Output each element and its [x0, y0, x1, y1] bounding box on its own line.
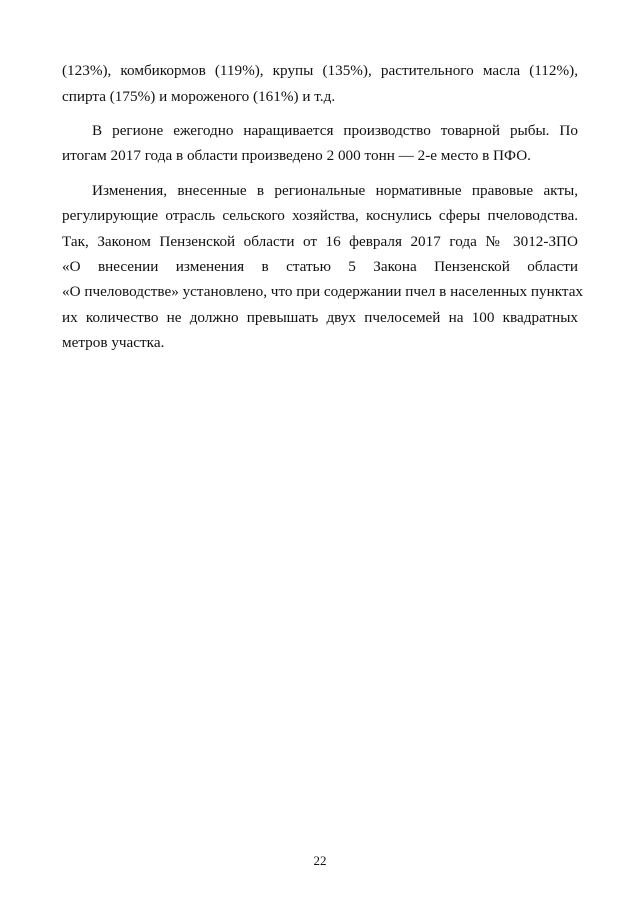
paragraph-3-line-5: «О пчеловодстве» установлено, что при содержании пчел в населенных пунктах — [62, 283, 584, 300]
paragraph-3-line-1: Изменения, внесенные в региональные нормативные правовые акты, — [92, 182, 578, 199]
paragraph-2-line-2: итогам 2017 года в области произведено 2 000 тонн — 2-е место в ПФО. — [62, 147, 531, 164]
paragraph-3-line-7: метров участка. — [62, 334, 165, 351]
paragraph-3-line-6: их количество не должно превышать двух пчелосемей на 100 квадратных — [62, 309, 578, 326]
paragraph-1-line-2: спирта (175%) и мороженого (161%) и т.д. — [62, 88, 336, 105]
paragraph-3-line-2: регулирующие отрасль сельского хозяйства, коснулись сферы пчеловодства. — [62, 207, 578, 224]
paragraph-1-line-1: (123%), комбикормов (119%), крупы (135%), растительного масла (112%), — [62, 62, 578, 79]
paragraph-3-line-3: Так, Законом Пензенской области от 16 февраля 2017 года № 3012-ЗПО — [62, 233, 578, 250]
page-number: 22 — [313, 853, 327, 868]
paragraph-3-line-4: «О внесении изменения в статью 5 Закона Пензенской области — [62, 258, 578, 275]
paragraph-2-line-1: В регионе ежегодно наращивается производство товарной рыбы. По — [92, 122, 578, 139]
